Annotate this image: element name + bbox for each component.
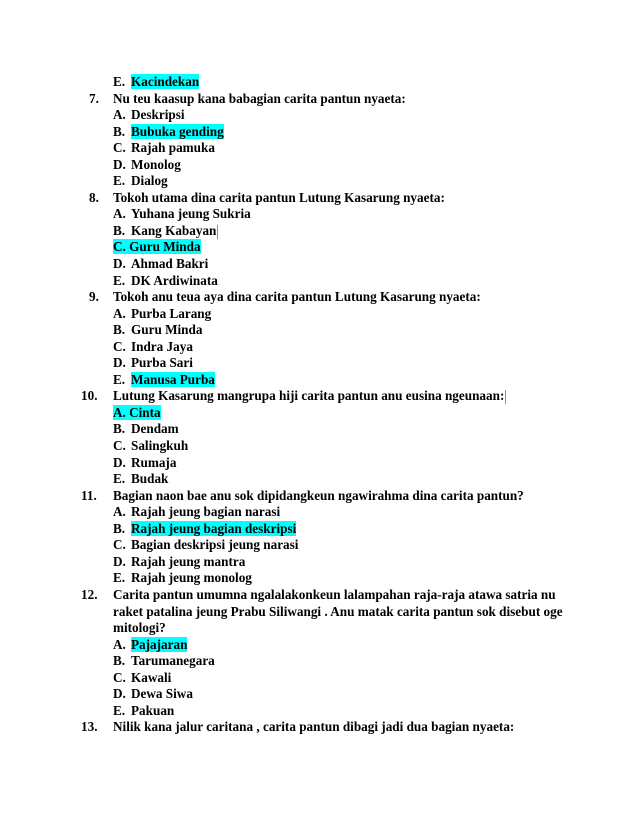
question-text: Nu teu kaasup kana babagian carita pantun nyaeta: — [113, 90, 406, 106]
option-letter: E. — [113, 702, 126, 718]
answer-option — [0, 405, 638, 422]
question-line — [0, 719, 638, 736]
option-text: DK Ardiwinata — [131, 272, 218, 288]
question-line — [0, 388, 638, 405]
option-text: Kawali — [131, 669, 172, 685]
answer-option — [0, 686, 638, 703]
question-text: Carita pantun umumna ngalalakonkeun lalampahan raja-raja atawa satria nu — [113, 586, 556, 602]
document-page — [0, 74, 638, 736]
answer-option — [0, 157, 638, 174]
question-continuation — [0, 604, 638, 621]
option-letter: D. — [113, 553, 126, 569]
option-text: Rajah pamuka — [131, 140, 215, 156]
question-text: raket patalina jeung Prabu Siliwangi . Anu matak carita pantun sok disebut oge — [113, 603, 563, 619]
option-text: Rajah jeung bagian narasi — [131, 504, 281, 520]
option-text: Purba Sari — [131, 355, 193, 371]
option-letter: E. — [113, 570, 126, 586]
answer-option — [0, 306, 638, 323]
option-text: Yuhana jeung Sukria — [131, 206, 251, 222]
question-text: Lutung Kasarung mangrupa hiji carita pantun anu eusina ngeunaan: — [113, 388, 505, 404]
option-letter: D. — [113, 454, 126, 470]
answer-option — [0, 206, 638, 223]
answer-option — [0, 570, 638, 587]
answer-option — [0, 355, 638, 372]
option-letter: B. — [113, 123, 126, 139]
option-text: Rumaja — [131, 454, 177, 470]
question-number: 11. — [81, 487, 97, 503]
answer-option — [0, 653, 638, 670]
answer-option — [0, 339, 638, 356]
option-text: Rajah jeung monolog — [131, 570, 252, 586]
answer-option — [0, 521, 638, 538]
option-text: Deskripsi — [131, 107, 185, 123]
question-number: 7. — [89, 90, 99, 106]
option-letter: D. — [113, 256, 126, 272]
option-text: Bubuka gending — [131, 123, 224, 139]
cursor-marker — [217, 225, 218, 239]
question-number: 13. — [81, 719, 98, 735]
option-text: Purba Larang — [131, 305, 212, 321]
option-letter: D. — [113, 355, 126, 371]
option-text: Kacindekan — [131, 74, 200, 89]
option-text: Salingkuh — [131, 438, 189, 454]
option-letter: E. — [113, 272, 126, 288]
answer-option — [0, 438, 638, 455]
option-text: A. Cinta — [113, 404, 161, 420]
answer-option — [0, 537, 638, 554]
question-line — [0, 587, 638, 604]
answer-option — [0, 273, 638, 290]
answer-option — [0, 455, 638, 472]
question-continuation — [0, 620, 638, 637]
option-letter: A. — [113, 107, 126, 123]
option-letter: E. — [113, 173, 126, 189]
answer-option — [0, 124, 638, 141]
answer-option — [0, 256, 638, 273]
answer-option — [0, 504, 638, 521]
option-letter: C. — [113, 438, 126, 454]
answer-option — [0, 554, 638, 571]
answer-option — [0, 140, 638, 157]
answer-option — [0, 173, 638, 190]
answer-option — [0, 74, 638, 91]
option-text: Rajah jeung mantra — [131, 553, 246, 569]
option-text: C. Guru Minda — [113, 239, 201, 255]
option-text: Monolog — [131, 156, 181, 172]
option-text: Dialog — [131, 173, 168, 189]
option-letter: B. — [113, 653, 126, 669]
option-text: Ahmad Bakri — [131, 256, 209, 272]
question-line — [0, 190, 638, 207]
answer-option — [0, 239, 638, 256]
option-text: Tarumanegara — [131, 653, 215, 669]
option-text: Budak — [131, 471, 169, 487]
cursor-marker — [505, 390, 506, 404]
answer-option — [0, 421, 638, 438]
answer-option — [0, 372, 638, 389]
option-letter: B. — [113, 520, 126, 536]
option-text: Guru Minda — [131, 322, 203, 338]
question-number: 8. — [89, 189, 99, 205]
answer-option — [0, 322, 638, 339]
answer-option — [0, 670, 638, 687]
answer-option — [0, 637, 638, 654]
option-text: Dewa Siwa — [131, 686, 193, 702]
option-text: Dendam — [131, 421, 179, 437]
question-text: Bagian naon bae anu sok dipidangkeun ngawirahma dina carita pantun? — [113, 487, 524, 503]
option-letter: E. — [113, 371, 126, 387]
option-letter: A. — [113, 636, 126, 652]
option-text: Kang Kabayan — [131, 222, 217, 238]
answer-option — [0, 703, 638, 720]
question-number: 12. — [81, 586, 98, 602]
question-text: mitologi? — [113, 620, 166, 636]
option-letter: C. — [113, 338, 126, 354]
option-text: Indra Jaya — [131, 338, 193, 354]
question-number: 10. — [81, 388, 98, 404]
question-line — [0, 488, 638, 505]
option-text: Bagian deskripsi jeung narasi — [131, 537, 299, 553]
option-letter: A. — [113, 504, 126, 520]
option-letter: A. — [113, 305, 126, 321]
option-letter: D. — [113, 156, 126, 172]
question-text: Tokoh anu teua aya dina carita pantun Lutung Kasarung nyaeta: — [113, 289, 481, 305]
option-text: Manusa Purba — [131, 371, 215, 387]
option-letter: B. — [113, 222, 126, 238]
option-letter: B. — [113, 421, 126, 437]
option-text: Pajajaran — [131, 636, 188, 652]
option-letter: A. — [113, 206, 126, 222]
option-letter: B. — [113, 322, 126, 338]
option-letter: C. — [113, 669, 126, 685]
option-letter: E. — [113, 74, 126, 89]
answer-option — [0, 107, 638, 124]
option-letter: C. — [113, 537, 126, 553]
question-line — [0, 91, 638, 108]
question-text: Nilik kana jalur caritana , carita pantun dibagi jadi dua bagian nyaeta: — [113, 719, 515, 735]
question-text: Tokoh utama dina carita pantun Lutung Kasarung nyaeta: — [113, 189, 445, 205]
question-line — [0, 289, 638, 306]
answer-option — [0, 223, 638, 240]
answer-option — [0, 471, 638, 488]
option-letter: D. — [113, 686, 126, 702]
option-text: Rajah jeung bagian deskripsi — [131, 520, 297, 536]
question-number: 9. — [89, 289, 99, 305]
option-letter: C. — [113, 140, 126, 156]
option-text: Pakuan — [131, 702, 175, 718]
option-letter: E. — [113, 471, 126, 487]
